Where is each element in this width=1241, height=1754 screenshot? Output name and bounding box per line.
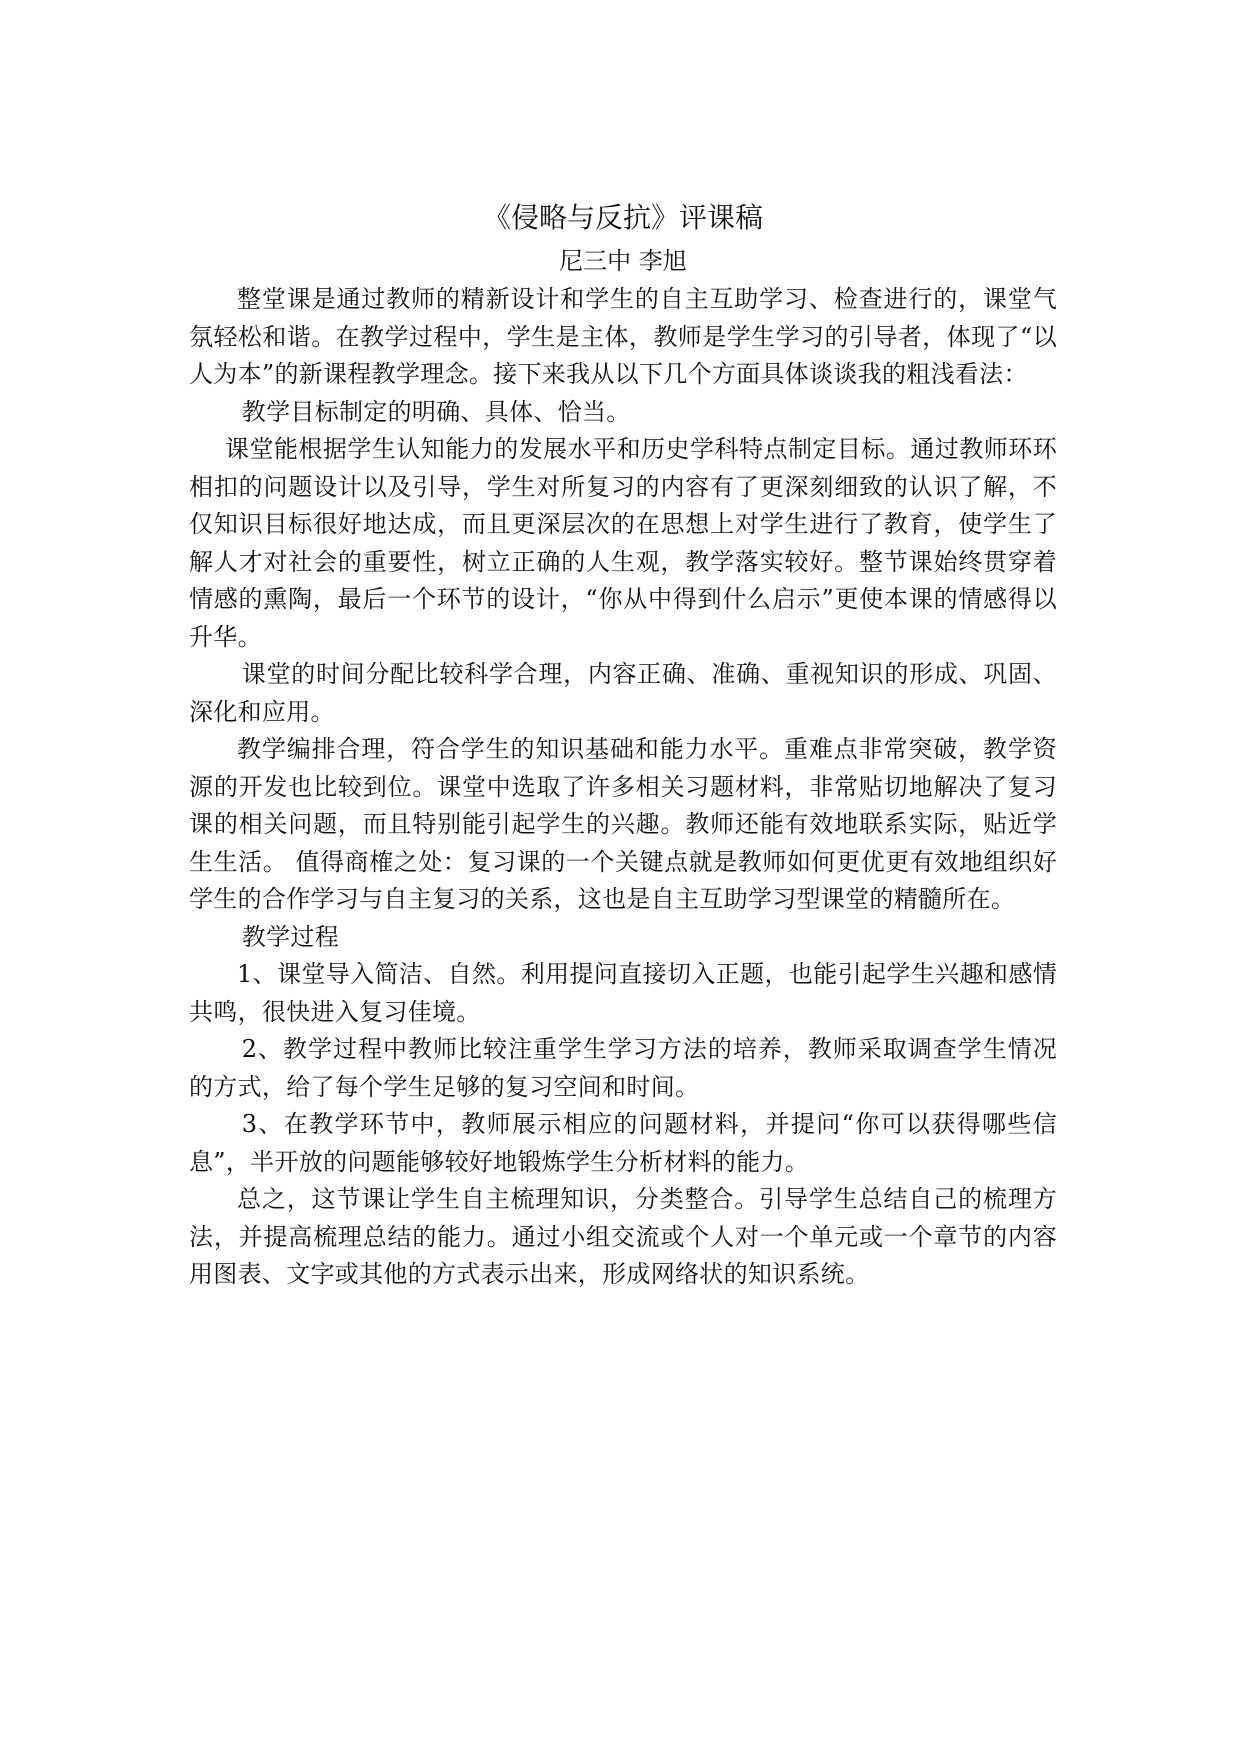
paragraph-time: 课堂的时间分配比较科学合理，内容正确、准确、重视知识的形成、巩固、深化和应用。 [189,660,1057,726]
paragraph-arrangement: 教学编排合理，符合学生的知识基础和能力水平。重难点非常突破，教学资源的开发也比较到位。课堂中选取了许多相关习题材料，非常贴切地解决了复习课的相关问题，而且特别能引起学生的兴趣。教师还能有效地联系实际，贴近学生生活。 值得商榷之处：复习课的一个关键点就是教师如何更优更有效地组织好学生的合作学习与自主复习的关系，这也是自主互助学习型课堂的精髓所在。 [189,735,1057,913]
paragraph-intro: 整堂课是通过教师的精新设计和学生的自主互助学习、检查进行的，课堂气氛轻松和谐。在教学过程中，学生是主体，教师是学生学习的引导者，体现了“以人为本”的新课程教学理念。接下来我从以下几个方面具体谈谈我的粗浅看法： [189,285,1057,388]
document-body [189,195,1057,1294]
paragraph-goals: 课堂能根据学生认知能力的发展水平和历史学科特点制定目标。通过教师环环相扣的问题设计以及引导，学生对所复习的内容有了更深刻细致的认识了解，不仅知识目标很好地达成，而且更深层次的在思想上对学生进行了教育，使学生了解人才对社会的重要性，树立正确的人生观，教学落实较好。整节课始终贯穿着情感的熏陶，最后一个环节的设计，“你从中得到什么启示”更使本课的情感得以升华。 [189,435,1057,651]
document-author: 尼三中 李旭 [559,247,687,275]
document-title: 《侵略与反抗》评课稿 [482,201,763,234]
paragraph-process-3: 3、在教学环节中，教师展示相应的问题材料，并提问“你可以获得哪些信息”，半开放的问题能够较好地锻炼学生分析材料的能力。 [189,1110,1057,1176]
paragraph-heading-goals: 教学目标制定的明确、具体、恰当。 [241,397,631,426]
paragraph-summary: 总之，这节课让学生自主梳理知识，分类整合。引导学生总结自己的梳理方法，并提高梳理总结的能力。通过小组交流或个人对一个单元或一个章节的内容用图表、文字或其他的方式表示出来，形成网络状的知识系统。 [189,1185,1057,1288]
paragraph-heading-process: 教学过程 [241,922,339,951]
paragraph-process-2: 2、教学过程中教师比较注重学生学习方法的培养，教师采取调查学生情况的方式，给了每个学生足够的复习空间和时间。 [189,1035,1057,1101]
paragraph-process-1: 1、课堂导入简洁、自然。利用提问直接切入正题，也能引起学生兴趣和感情共鸣，很快进入复习佳境。 [189,960,1057,1026]
